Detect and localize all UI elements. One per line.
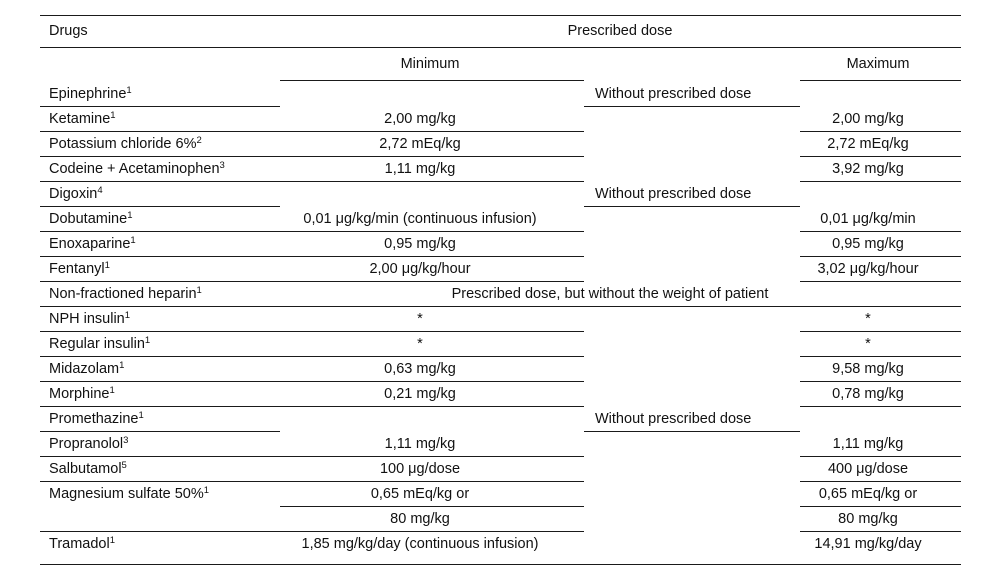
minimum-dose: 2,00 μg/kg/hour	[369, 261, 471, 277]
footnote-marker: 3	[123, 435, 129, 446]
drug-name: NPH insulin$^1$	[49, 310, 131, 327]
maximum-dose: 400 μg/dose	[827, 461, 909, 477]
maximum-dose: 9,58 mg/kg	[832, 361, 904, 377]
drug-name: Morphine$^1$	[49, 385, 115, 402]
header-maximum: Maximum	[846, 56, 910, 72]
row-rule	[40, 481, 280, 482]
footnote-marker: 1	[104, 260, 110, 271]
row-rule	[40, 381, 280, 382]
footnote-marker: 1	[138, 410, 144, 421]
footnote-marker: 1	[110, 110, 116, 121]
row-rule	[40, 356, 280, 357]
minimum-dose: 1,85 mg/kg/day (continuous infusion)	[301, 536, 539, 552]
footnote-marker: 3	[219, 160, 225, 171]
row-rule	[800, 356, 961, 357]
footnote-marker: 4	[97, 185, 103, 196]
row-rule	[40, 431, 280, 432]
footnote-marker: 1	[127, 210, 133, 221]
dose-note: Without prescribed dose	[595, 86, 752, 102]
drug-name: Propranolol$^3$	[49, 435, 129, 452]
row-rule	[280, 231, 584, 232]
row-rule	[280, 456, 584, 457]
bottom-rule	[40, 564, 961, 565]
row-rule	[800, 406, 961, 407]
maximum-dose: 0,01 μg/kg/min	[820, 211, 916, 227]
row-rule	[40, 256, 280, 257]
header-minimum: Minimum	[400, 56, 460, 72]
footnote-marker: 1	[126, 85, 132, 96]
row-rule	[800, 131, 961, 132]
maximum-dose: *	[865, 336, 871, 352]
row-rule	[40, 306, 961, 307]
drug-name: Promethazine$^1$	[49, 410, 144, 427]
drug-name: Fentanyl$^1$	[49, 260, 110, 277]
row-rule	[40, 281, 280, 282]
maximum-dose: 3,02 μg/kg/hour	[817, 261, 919, 277]
maximum-dose: 0,95 mg/kg	[832, 236, 904, 252]
minimum-dose: *	[417, 336, 423, 352]
row-rule	[800, 231, 961, 232]
drug-name: Magnesium sulfate 50%$^1$	[49, 485, 210, 502]
minimum-dose: 0,63 mg/kg	[384, 361, 456, 377]
footnote-marker: 5	[121, 460, 127, 471]
minimum-dose: 1,11 mg/kg	[384, 436, 456, 452]
row-rule	[800, 381, 961, 382]
drug-name: Non-fractioned heparin$^1$	[49, 285, 202, 302]
row-rule	[40, 231, 280, 232]
dose-note: Prescribed dose, but without the weight of patient	[451, 286, 769, 302]
footnote-marker: 1	[130, 235, 136, 246]
row-rule	[800, 281, 961, 282]
row-rule	[40, 406, 280, 407]
drug-name: Epinephrine$^1$	[49, 85, 132, 102]
row-rule	[280, 531, 584, 532]
dose-note: Without prescribed dose	[595, 411, 752, 427]
footnote-marker: 1	[124, 310, 131, 321]
row-rule	[800, 156, 961, 157]
row-rule	[280, 181, 584, 182]
row-rule	[800, 181, 961, 182]
row-rule	[280, 481, 584, 482]
row-rule	[40, 156, 280, 157]
maximum-dose: 0,65 mEq/kg or	[818, 486, 918, 502]
row-rule	[800, 506, 961, 507]
header-prescribed-dose: Prescribed dose	[567, 23, 673, 39]
footnote-marker: 1	[203, 485, 210, 496]
footnote-marker: 1	[109, 385, 115, 396]
row-rule	[40, 106, 280, 107]
row-rule	[800, 531, 961, 532]
drug-name: Dobutamine$^1$	[49, 210, 133, 227]
row-rule	[800, 481, 961, 482]
maximum-dose: 80 mg/kg	[838, 511, 898, 527]
dose-note: Without prescribed dose	[595, 186, 752, 202]
row-rule	[800, 256, 961, 257]
drug-name: Codeine + Acetaminophen$^3$	[49, 160, 225, 177]
row-rule	[584, 206, 800, 207]
row-rule	[40, 331, 280, 332]
row-rule	[584, 431, 800, 432]
header-rule	[40, 47, 961, 48]
maximum-dose: 3,92 mg/kg	[832, 161, 904, 177]
drug-name: Enoxaparine$^1$	[49, 235, 136, 252]
row-rule	[280, 256, 584, 257]
minimum-dose: 100 μg/dose	[379, 461, 461, 477]
row-rule	[280, 506, 584, 507]
footnote-marker: 2	[196, 135, 202, 146]
row-rule	[280, 131, 584, 132]
footnote-marker: 1	[119, 360, 125, 371]
drug-name: Midazolam$^1$	[49, 360, 125, 377]
minimum-dose: 80 mg/kg	[390, 511, 450, 527]
maximum-dose: 14,91 mg/kg/day	[814, 536, 922, 552]
minimum-dose: 0,21 mg/kg	[384, 386, 456, 402]
maximum-dose: 2,72 mEq/kg	[827, 136, 909, 152]
row-rule	[280, 356, 584, 357]
row-rule	[280, 331, 584, 332]
row-rule	[40, 206, 280, 207]
row-rule	[584, 106, 800, 107]
footnote-marker: 1	[144, 335, 151, 346]
footnote-marker: 1	[109, 535, 116, 546]
minimum-dose: 1,11 mg/kg	[384, 161, 456, 177]
maximum-dose: *	[865, 311, 871, 327]
drug-name: Salbutamol$^5$	[49, 460, 127, 477]
maximum-dose: 0,78 mg/kg	[832, 386, 904, 402]
subheader-rule-min	[280, 80, 584, 81]
minimum-dose: 0,01 μg/kg/min (continuous infusion)	[303, 211, 537, 227]
row-rule	[40, 456, 280, 457]
row-rule	[280, 381, 584, 382]
maximum-dose: 2,00 mg/kg	[832, 111, 904, 127]
minimum-dose: 2,72 mEq/kg	[379, 136, 461, 152]
minimum-dose: 0,65 mEq/kg or	[370, 486, 470, 502]
drug-name: Potassium chloride 6%$^2$	[49, 135, 202, 152]
drug-name: Ketamine$^1$	[49, 110, 116, 127]
top-rule	[40, 15, 961, 16]
row-rule	[280, 281, 584, 282]
row-rule	[280, 406, 584, 407]
footnote-marker: 1	[196, 285, 202, 296]
row-rule	[800, 331, 961, 332]
minimum-dose: 2,00 mg/kg	[384, 111, 456, 127]
row-rule	[280, 156, 584, 157]
minimum-dose: 0,95 mg/kg	[384, 236, 456, 252]
row-rule	[40, 531, 280, 532]
row-rule	[40, 181, 280, 182]
subheader-rule-max	[800, 80, 961, 81]
row-rule	[40, 131, 280, 132]
drug-name: Tramadol$^1$	[49, 535, 116, 552]
maximum-dose: 1,11 mg/kg	[832, 436, 904, 452]
drug-name: Digoxin$^4$	[49, 185, 103, 202]
drug-name: Regular insulin$^1$	[49, 335, 151, 352]
row-rule	[800, 456, 961, 457]
header-drugs: Drugs	[49, 23, 88, 39]
minimum-dose: *	[417, 311, 423, 327]
